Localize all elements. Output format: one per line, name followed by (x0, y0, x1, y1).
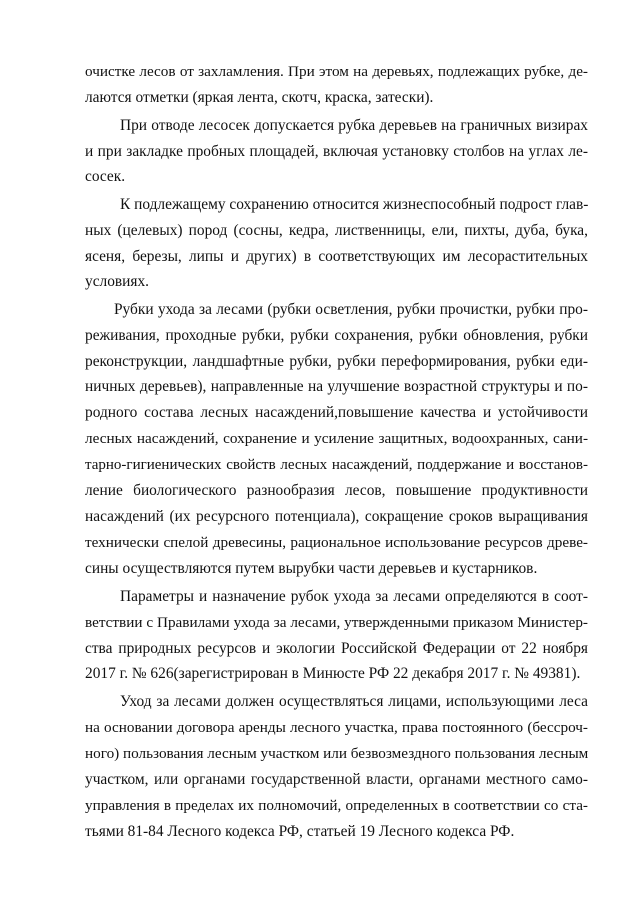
text-line: реживания, проходные рубки, рубки сохранения, рубки обновления, рубки (85, 327, 588, 344)
text-line: тарно-гигиенических свойств лесных насаждений, поддержание и восстанов- (85, 457, 588, 473)
text-line: лаются отметки (яркая лента, скотч, краска, затески). (85, 89, 434, 106)
text-line: сосек. (85, 168, 126, 185)
text-line: При отводе лесосек допускается рубка деревьев на граничных визирах (120, 117, 588, 134)
text-line: ясеня, березы, липы и других) в соответствующих им лесорастительных (85, 248, 588, 265)
text-line: управления в пределах их полномочий, определенных в соответствии со ста- (85, 797, 588, 814)
text-line: на основании договора аренды лесного участка, права постоянного (бессроч- (85, 719, 588, 736)
text-line: ление биологического разнообразия лесов, повышение продуктивности (85, 482, 588, 499)
text-line: и при закладке пробных площадей, включая установку столбов на углах ле- (85, 143, 588, 160)
text-line: 2017 г. № 626(зарегистрирован в Минюсте РФ 22 декабря 2017 г. № 49381). (85, 665, 581, 682)
text-line: Уход за лесами должен осуществляться лицами, использующими леса (120, 693, 588, 710)
text-line: ного) пользования лесным участком или безвозмездного пользования лесным (85, 745, 589, 762)
text-line: тьями 81-84 Лесного кодекса РФ, статьей 19 Лесного кодекса РФ. (85, 823, 515, 840)
text-line: технически спелой древесины, рациональное использование ресурсов древе- (85, 534, 588, 551)
text-line: насаждений (их ресурсного потенциала), сокращение сроков выращивания (85, 508, 588, 525)
text-line: реконструкции, ландшафтные рубки, рубки переформирования, рубки еди- (85, 353, 588, 370)
text-line: ветствии с Правилами ухода за лесами, утвержденными приказом Министер- (85, 614, 588, 631)
text-line: К подлежащему сохранению относится жизнеспособный подрост глав- (120, 196, 589, 213)
text-line: участком, или органами государственной власти, органами местного само- (85, 771, 588, 788)
text-line: сины осуществляются путем вырубки части деревьев и кустарников. (85, 560, 538, 577)
text-line: условиях. (85, 273, 150, 290)
text-line: ничных деревьев), направленные на улучшение возрастной структуры и по- (85, 378, 588, 395)
text-line: Параметры и назначение рубок ухода за лесами определяются в соот- (120, 588, 588, 605)
text-line: ных (целевых) пород (сосны, кедра, лиственницы, ели, пихты, дуба, бука, (85, 222, 588, 239)
text-line: Рубки ухода за лесами (рубки осветления, рубки прочистки, рубки про- (114, 301, 588, 318)
text-line: ства природных ресурсов и экологии Российской Федерации от 22 ноября (85, 640, 588, 657)
text-line: лесных насаждений, сохранение и усиление защитных, водоохранных, сани- (85, 430, 588, 447)
text-line: родного состава лесных насаждений,повышение качества и устойчивости (85, 404, 588, 421)
text-line: очистке лесов от захламления. При этом на деревьях, подлежащих рубке, де- (85, 63, 588, 80)
